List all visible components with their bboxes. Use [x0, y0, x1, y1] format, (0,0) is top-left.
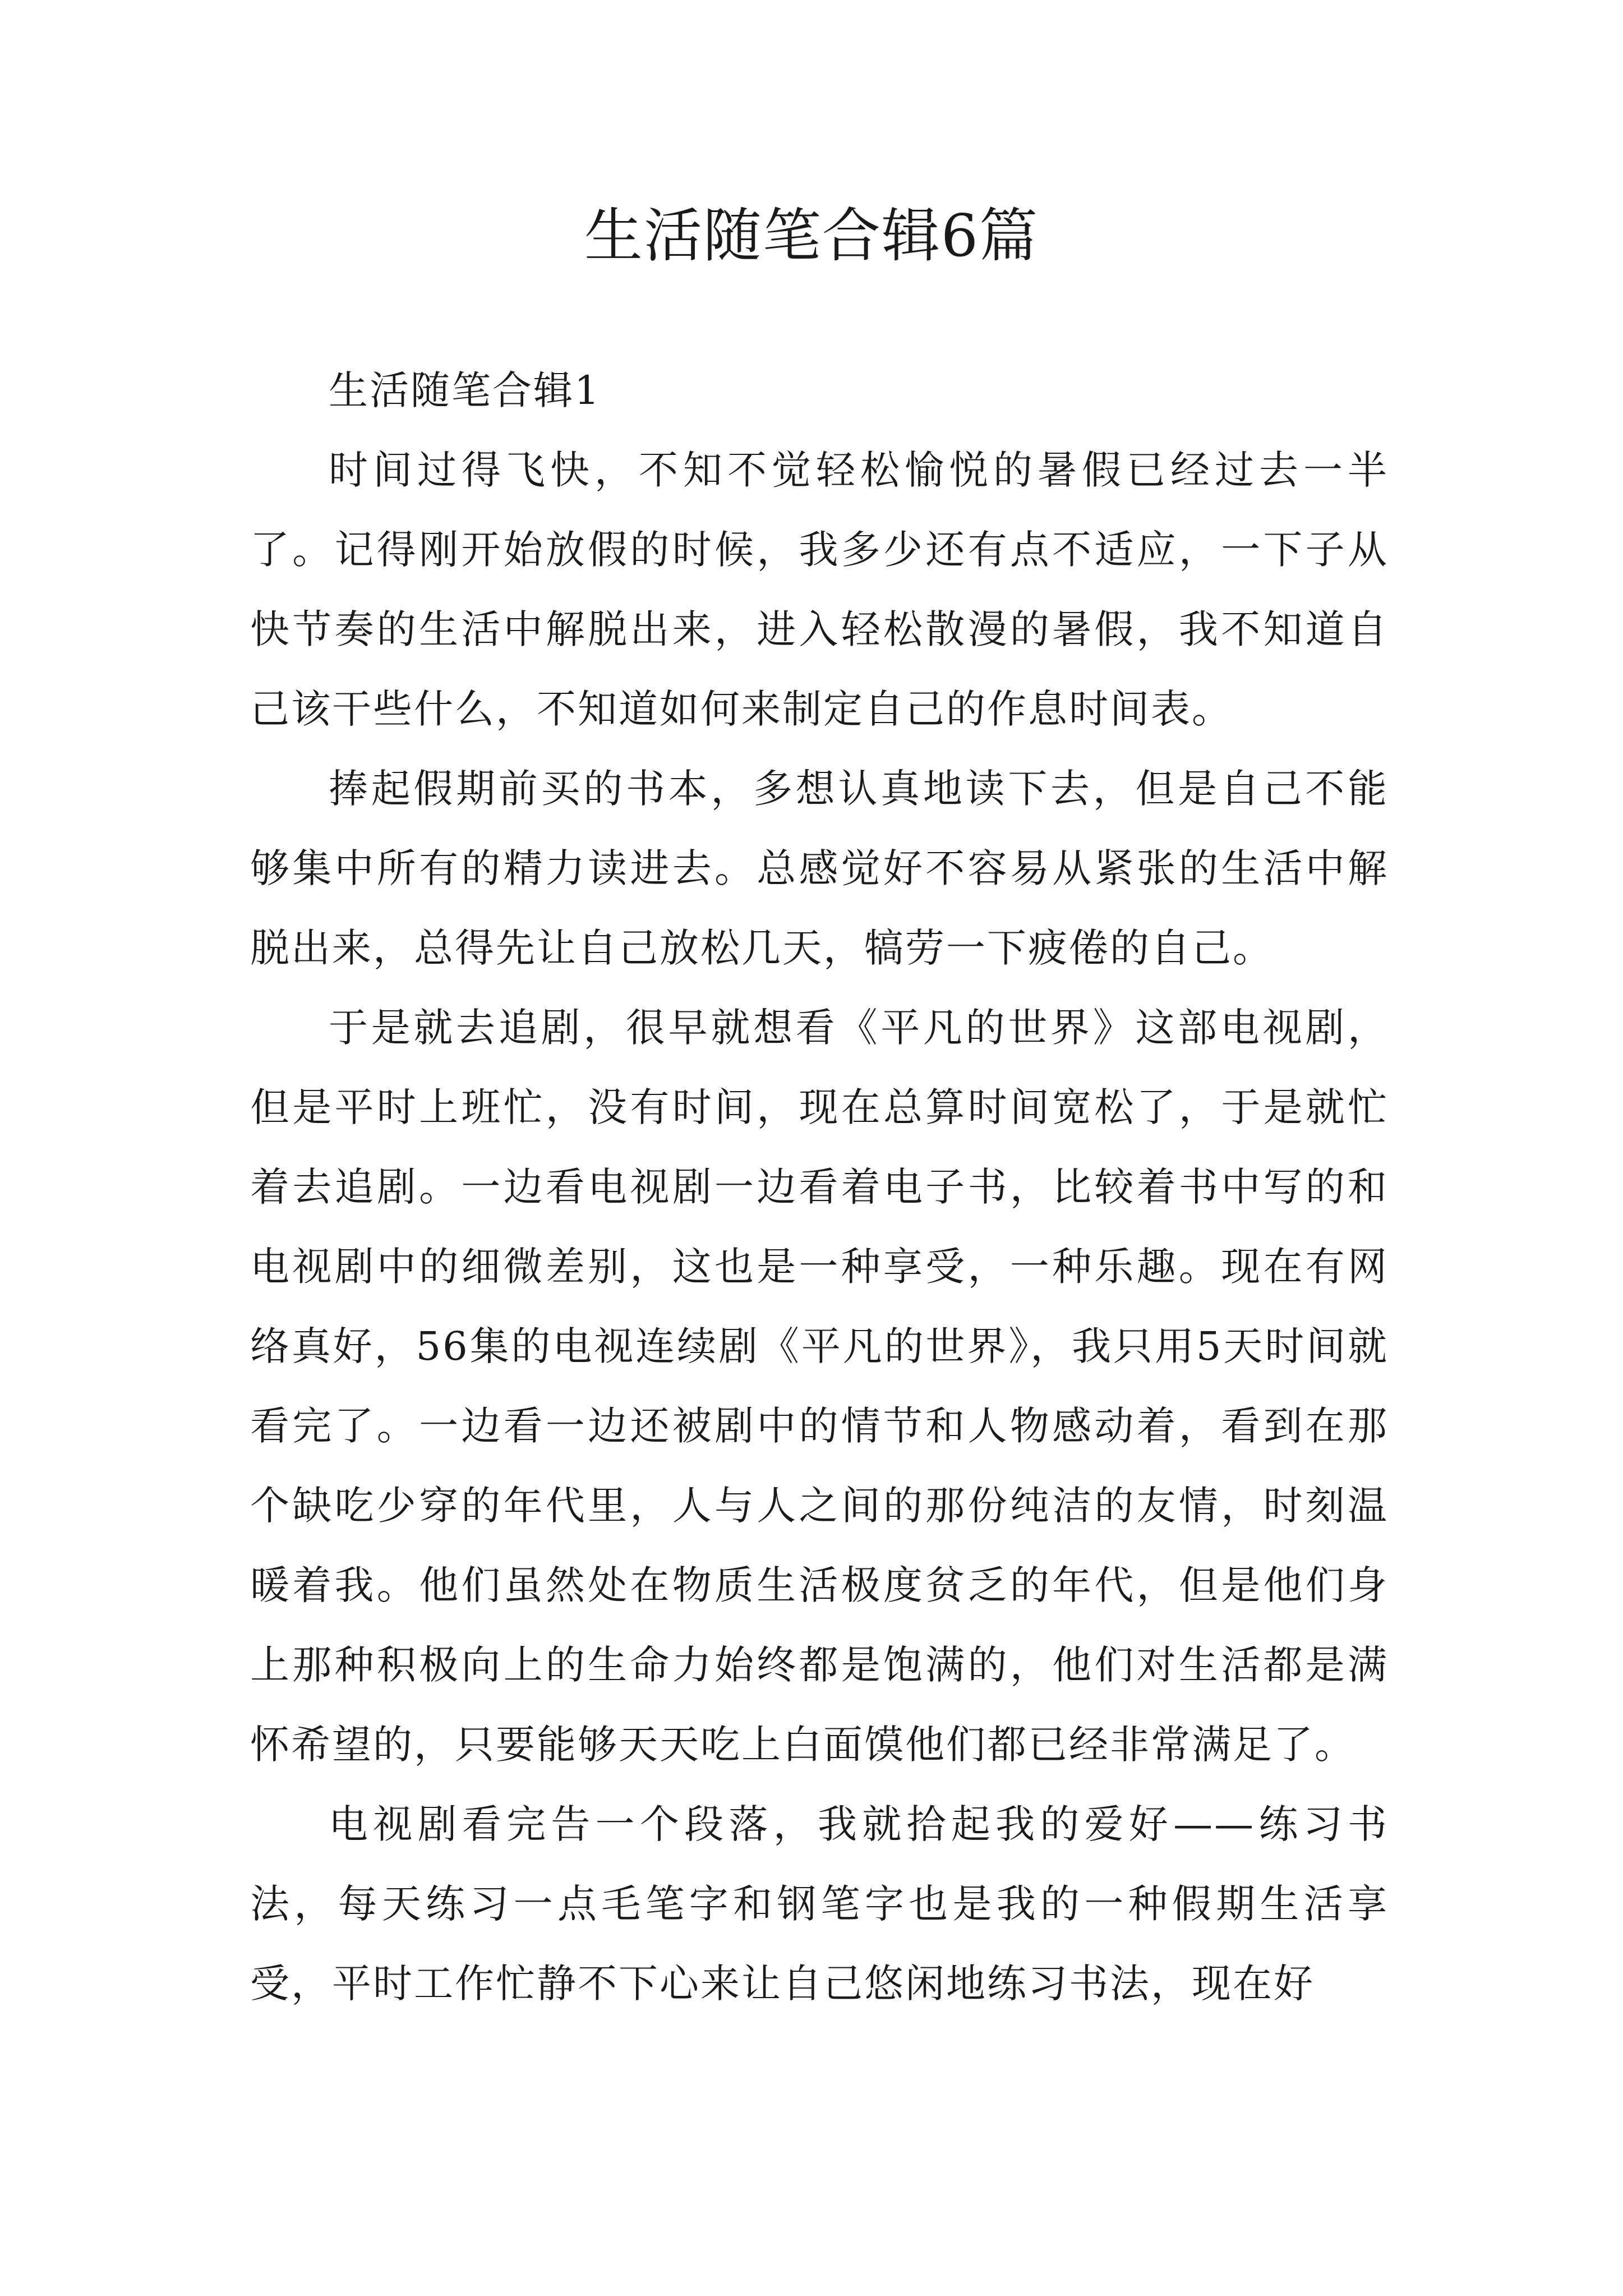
paragraph-1: 时间过得飞快，不知不觉轻松愉悦的暑假已经过去一半了。记得刚开始放假的时候，我多少还有点不适应，一下子从快节奏的生活中解脱出来，进入轻松散漫的暑假，我不知道自己该干些什么，不知道如何来制定自己的作息时间表。 [250, 447, 1389, 732]
paragraph-4: 电视剧看完告一个段落，我就拾起我的爱好——练习书法，每天练习一点毛笔字和钢笔字也是我的一种假期生活享受，平时工作忙静不下心来让自己悠闲地练习书法，现在好 [250, 1801, 1389, 2007]
document-body [250, 351, 1389, 2023]
paragraph-3: 于是就去追剧，很早就想看《平凡的世界》这部电视剧，但是平时上班忙，没有时间，现在总算时间宽松了，于是就忙着去追剧。一边看电视剧一边看着电子书，比较着书中写的和电视剧中的细微差别，这也是一种享受，一种乐趣。现在有网络真好，56集的电视连续剧《平凡的世界》，我只用5天时间就看完了。一边看一边还被剧中的情节和人物感动着，看到在那个缺吃少穿的年代里，人与人之间的那份纯洁的友情，时刻温暖着我。他们虽然处在物质生活极度贫乏的年代，但是他们身上那种积极向上的生命力始终都是饱满的，他们对生活都是满怀希望的，只要能够天天吃上白面馍他们都已经非常满足了。 [250, 1005, 1389, 1768]
document-title: 生活随笔合辑6篇 [584, 201, 1039, 270]
paragraph-2: 捧起假期前买的书本，多想认真地读下去，但是自己不能够集中所有的精力读进去。总感觉好不容易从紧张的生活中解脱出来，总得先让自己放松几天，犒劳一下疲倦的自己。 [250, 766, 1389, 971]
section-heading: 生活随笔合辑1 [329, 367, 601, 413]
